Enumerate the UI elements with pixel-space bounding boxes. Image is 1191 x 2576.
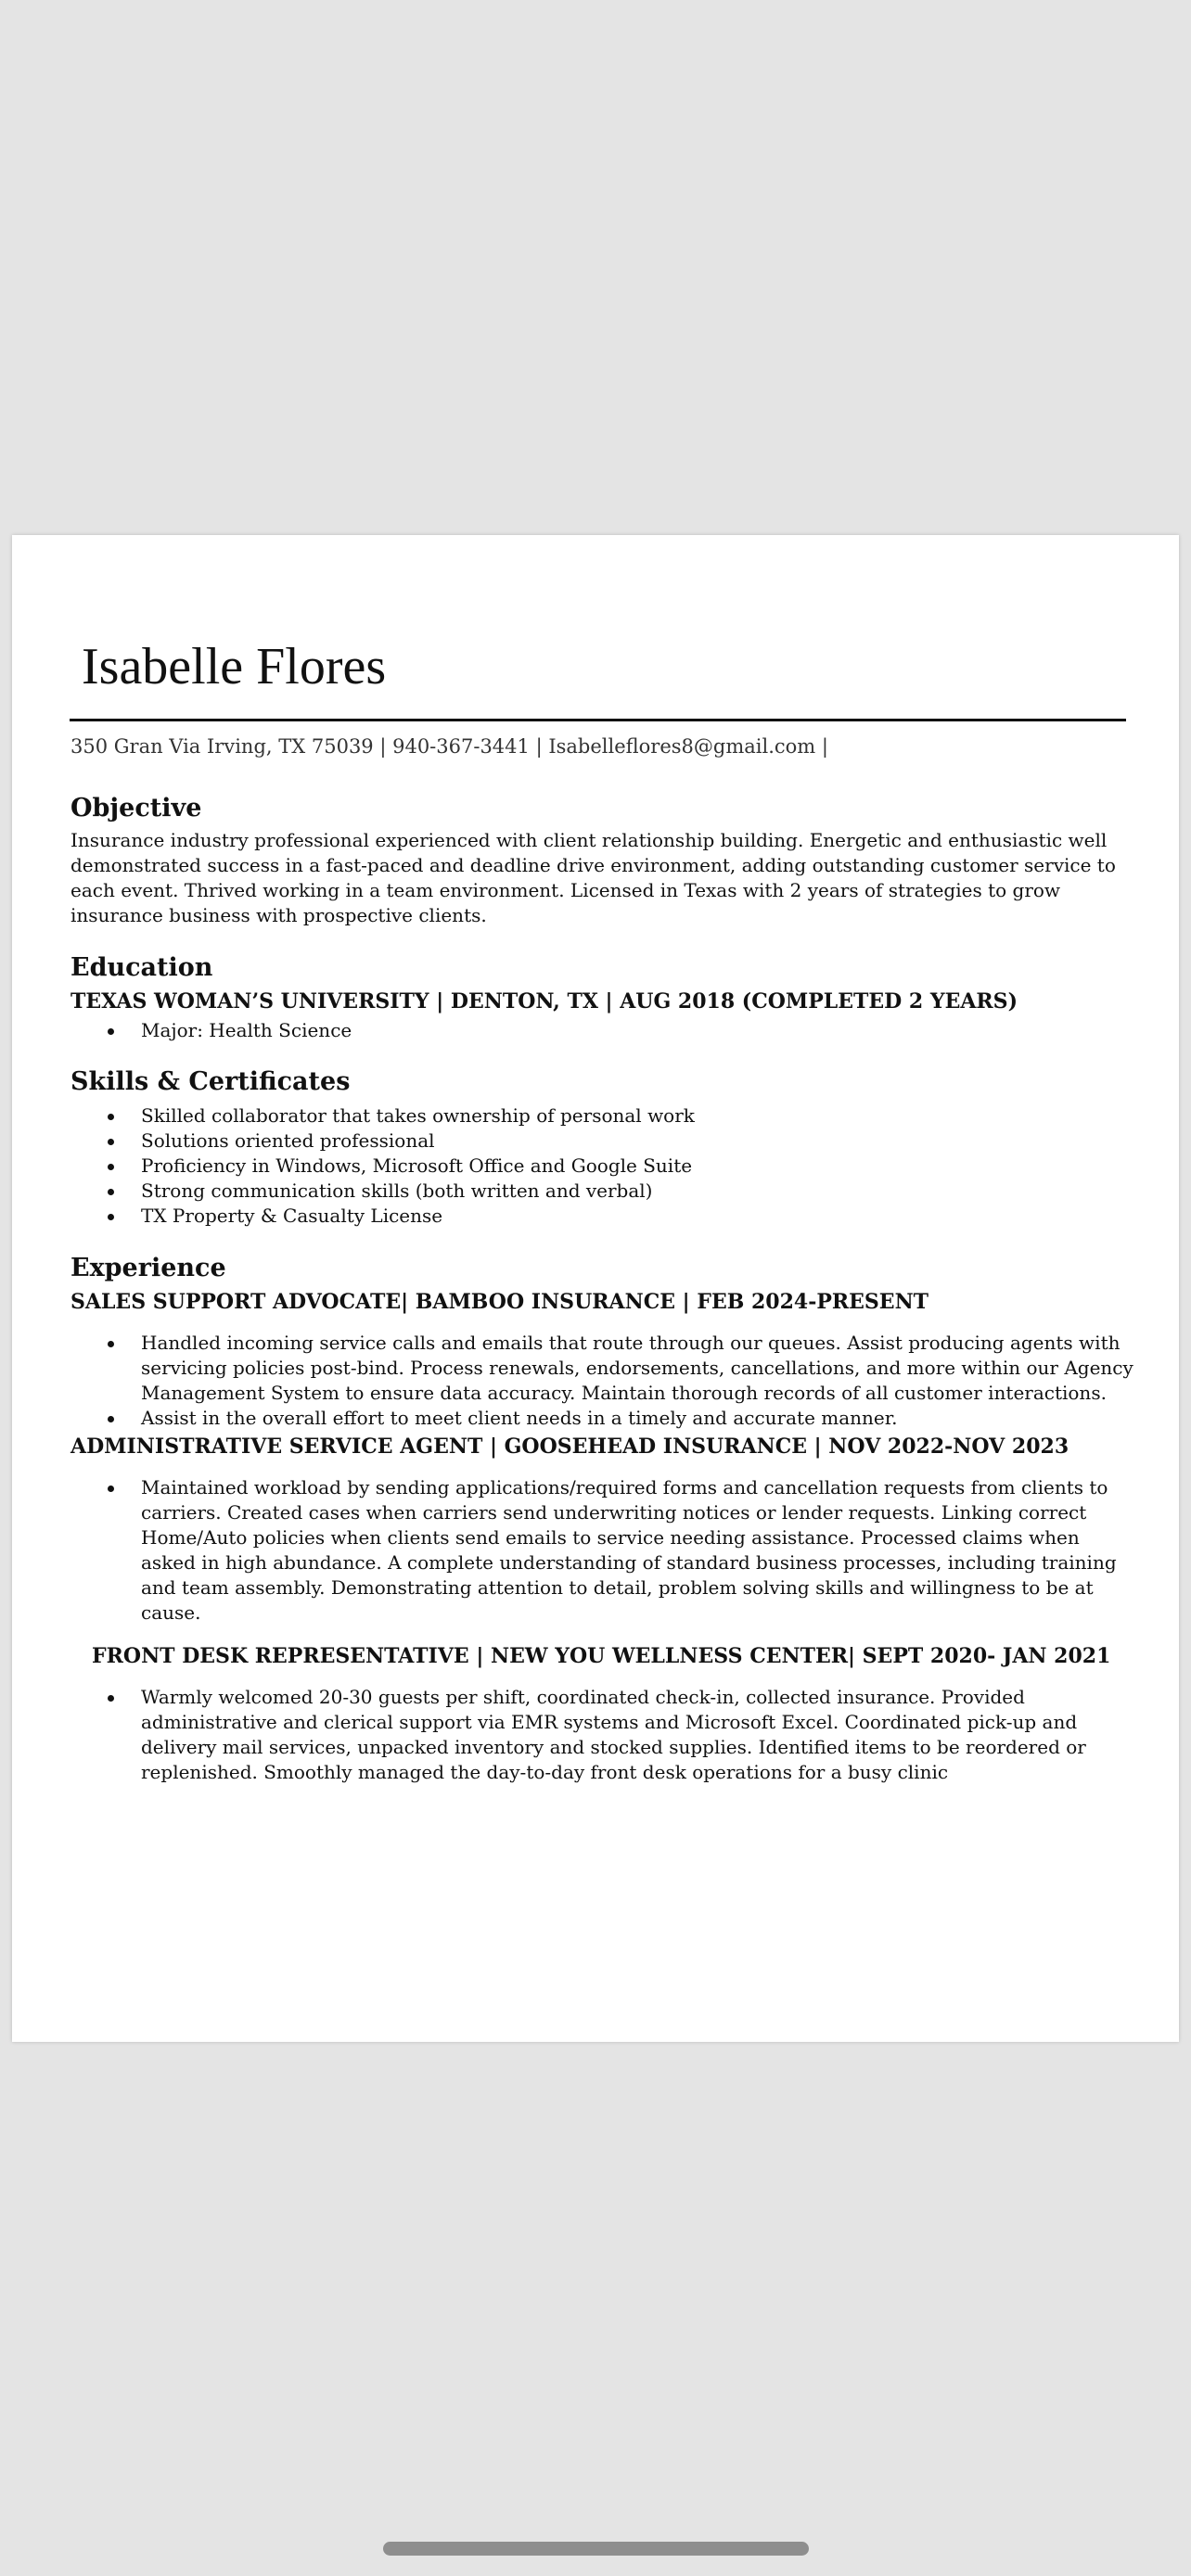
- education-school: TEXAS WOMAN’S UNIVERSITY | DENTON, TX | AUG 2018 (COMPLETED 2 YEARS): [70, 989, 1018, 1014]
- list-item: Assist in the overall effort to meet client needs in a timely and accurate manner.: [141, 1406, 1137, 1431]
- home-indicator[interactable]: [383, 2542, 809, 2556]
- job-title: SALES SUPPORT ADVOCATE| BAMBOO INSURANCE | FEB 2024-PRESENT: [70, 1290, 929, 1314]
- objective-text: Insurance industry professional experienced with client relationship building. Energetic and enthusiastic well demonstrated success in a fast-paced and deadline drive environment, adding outstanding customer service to each event. Thrived working in a team environment. Licensed in Texas with 2 years of strategies to grow insurance business with prospective clients.: [70, 829, 1116, 926]
- resume-page: [12, 535, 1179, 2042]
- list-item: Proficiency in Windows, Microsoft Office and Google Suite: [141, 1154, 1137, 1179]
- contact-line: 350 Gran Via Irving, TX 75039 | 940-367-3441 | Isabelleflores8@gmail.com |: [70, 735, 828, 758]
- objective-heading: Objective: [70, 794, 202, 823]
- list-item: Strong communication skills (both written and verbal): [141, 1179, 1137, 1204]
- skills-section: [70, 1066, 1137, 1229]
- list-item: Maintained workload by sending applications/required forms and cancellation requests from clients to carriers. Created cases when carriers send underwriting notices or lender requests. Linking correct Home/Auto policies when clients send emails to service needing assistance. Processed claims when asked in high abundance. A complete understanding of standard business processes, including training and team assembly. Demonstrating attention to detail, problem solving skills and willingness to be at cause.: [141, 1475, 1137, 1626]
- job-title: FRONT DESK REPRESENTATIVE | NEW YOU WELLNESS CENTER| SEPT 2020- JAN 2021: [92, 1644, 1111, 1668]
- list-item: Major: Health Science: [141, 1018, 1137, 1043]
- list-item: Handled incoming service calls and emails that route through our queues. Assist producing agents with servicing policies post-bind. Process renewals, endorsements, cancellations, and more within our Agency Management System to ensure data accuracy. Maintain thorough records of all customer interactions.: [141, 1331, 1137, 1406]
- list-item: TX Property & Casualty License: [141, 1204, 1137, 1229]
- skills-list: [70, 1103, 1137, 1229]
- experience-section: [70, 1253, 1137, 1785]
- job-bullets: [70, 1331, 1137, 1431]
- experience-heading: Experience: [70, 1254, 226, 1282]
- resume-body: [70, 793, 1137, 1785]
- job-title: ADMINISTRATIVE SERVICE AGENT | GOOSEHEAD INSURANCE | NOV 2022-NOV 2023: [70, 1435, 1069, 1459]
- list-item: Solutions oriented professional: [141, 1129, 1137, 1154]
- list-item: Skilled collaborator that takes ownership of personal work: [141, 1103, 1137, 1129]
- education-heading: Education: [70, 953, 213, 982]
- job-bullets: [70, 1475, 1137, 1626]
- education-list: [70, 1018, 1137, 1043]
- skills-heading: Skills & Certificates: [70, 1067, 351, 1096]
- header-divider: [70, 719, 1126, 721]
- education-section: [70, 952, 1137, 1043]
- list-item: Warmly welcomed 20-30 guests per shift, coordinated check-in, collected insurance. Provided administrative and clerical support via EMR systems and Microsoft Excel. Coordinated pick-up and delivery mail services, unpacked inventory and stocked supplies. Identified items to be reordered or replenished. Smoothly managed the day-to-day front desk operations for a busy clinic: [141, 1685, 1137, 1785]
- job-bullets: [70, 1685, 1137, 1785]
- objective-section: [70, 793, 1137, 928]
- resume-name: Isabelle Flores: [82, 638, 387, 695]
